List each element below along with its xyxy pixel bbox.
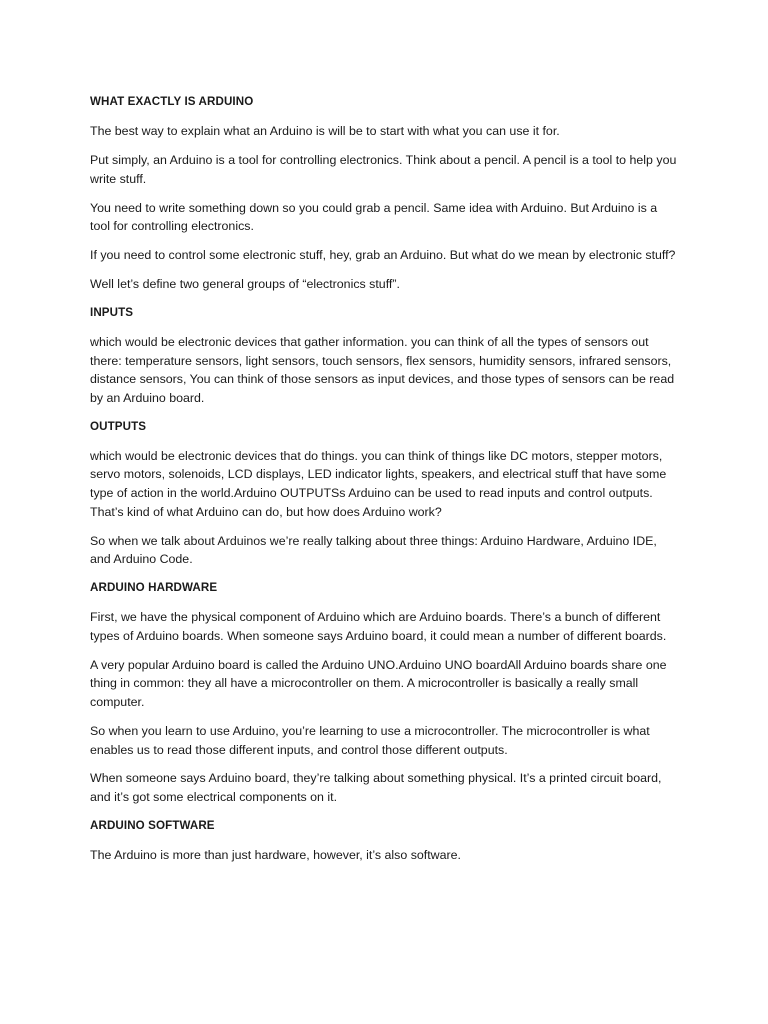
paragraph-inputs: which would be electronic devices that gather information. you can think of all the types of sensors out there: temperature sensors, light sensors, touch sensors, flex sensors, humidity sensors, infrared sensors, distance sensors, You can think of those sensors as input devices, and those types of sensors can be read by an Arduino board. bbox=[90, 335, 675, 405]
paragraph-pencil-analogy: Put simply, an Arduino is a tool for controlling electronics. Think about a pencil. A pencil is a tool to help you write stuff. bbox=[90, 152, 677, 186]
paragraph-arduino-uno: A very popular Arduino board is called the Arduino UNO.Arduino UNO boardAll Arduino boards share one thing in common: they all have a microcontroller on them. A microcontroller is basically a really small computer. bbox=[90, 657, 667, 709]
paragraph-physical-component: First, we have the physical component of Arduino which are Arduino boards. There’s a bunch of different types of Arduino boards. When someone says Arduino board, it could mean a number of different boards. bbox=[90, 610, 667, 643]
paragraph-three-things: So when we talk about Arduinos we’re really talking about three things: Arduino Hardware, Arduino IDE, and Arduino Code. bbox=[90, 533, 657, 567]
heading-inputs: INPUTS bbox=[90, 306, 134, 320]
paragraph-two-groups: Well let’s define two general groups of “electronics stuff”. bbox=[90, 277, 400, 292]
paragraph-microcontroller: So when you learn to use Arduino, you’re learning to use a microcontroller. The microcontroller is what enables us to read those different inputs, and control those different outputs. bbox=[90, 723, 650, 757]
heading-outputs: OUTPUTS bbox=[90, 419, 147, 433]
heading-arduino-hardware: ARDUINO HARDWARE bbox=[90, 581, 218, 595]
heading-what-exactly-is-arduino: WHAT EXACTLY IS ARDUINO bbox=[90, 95, 254, 108]
paragraph-pencil-idea: You need to write something down so you could grab a pencil. Same idea with Arduino. But Arduino is a tool for controlling electronics. bbox=[90, 200, 658, 234]
paragraph-outputs: which would be electronic devices that do things. you can think of things like DC motors, stepper motors, servo motors, solenoids, LCD displays, LED indicator lights, speakers, and electrical stuff that have some type of action in the world.Arduino OUTPUTSs Arduino can be used to read inputs and control outputs. That’s kind of what Arduino can do, but how does Arduino work? bbox=[90, 448, 667, 519]
paragraph-control-electronics: If you need to control some electronic stuff, hey, grab an Arduino. But what do we mean by electronic stuff? bbox=[90, 248, 676, 263]
paragraph-intro: The best way to explain what an Arduino is will be to start with what you can use it for. bbox=[90, 123, 560, 138]
document-body bbox=[90, 93, 678, 875]
heading-arduino-software: ARDUINO SOFTWARE bbox=[90, 819, 215, 833]
paragraph-printed-circuit-board: When someone says Arduino board, they’re talking about something physical. It’s a printed circuit board, and it’s got some electrical components on it. bbox=[90, 771, 662, 805]
paragraph-software: The Arduino is more than just hardware, however, it’s also software. bbox=[90, 848, 461, 863]
